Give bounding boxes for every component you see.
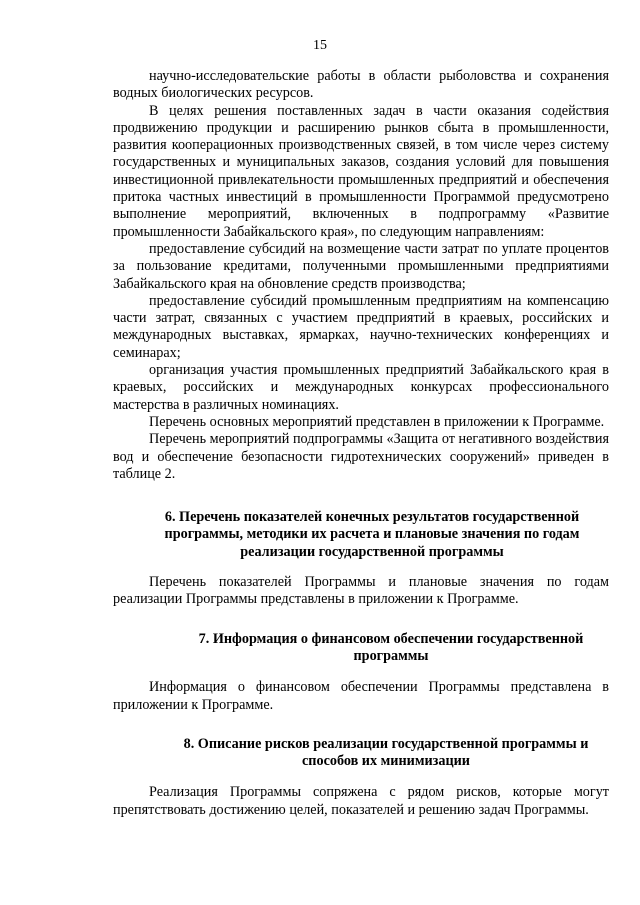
direction-item-2: предоставление субсидий промышленным предприятиям на компенсацию части затрат, связанных с участием предприятий в краевых, российских и международных выставках, ярмарках, научно-технических конференциях и семинарах; bbox=[113, 292, 609, 361]
direction-item-3: организация участия промышленных предприятий Забайкальского края в краевых, российских и международных конкурсах профессионального мастерства в различных номинациях. bbox=[113, 362, 609, 413]
section-7-heading: 7. Информация о финансовом обеспечении государственной программы bbox=[198, 630, 584, 664]
section-8-paragraph: Реализация Программы сопряжена с рядом рисков, которые могут препятствовать достижению целей, показателей и решению задач Программы. bbox=[113, 784, 609, 818]
section-7-paragraph: Информация о финансовом обеспечении Программы представлена в приложении к Программе. bbox=[113, 679, 609, 713]
intro-paragraph-3: Перечень основных мероприятий представлен в приложении к Программе. bbox=[149, 413, 605, 430]
section-6-paragraph: Перечень показателей Программы и плановые значения по годам реализации Программы представлены в приложении к Программе. bbox=[113, 574, 609, 608]
section-6-heading: 6. Перечень показателей конечных результатов государственной программы, методики их расчета и плановые значения по годам реализации государственной программы bbox=[164, 509, 580, 560]
intro-paragraph-4: Перечень мероприятий подпрограммы «Защита от негативного воздействия вод и обеспечение безопасности гидротехнических сооружений» приведен в таблице 2. bbox=[113, 431, 609, 482]
page-body bbox=[113, 68, 609, 819]
intro-paragraph-1: научно-исследовательские работы в области рыболовства и сохранения водных биологических ресурсов. bbox=[113, 68, 609, 102]
page-number: 15 bbox=[313, 38, 327, 53]
section-8-heading: 8. Описание рисков реализации государственной программы и способов их минимизации bbox=[183, 735, 589, 770]
direction-item-1: предоставление субсидий на возмещение части затрат по уплате процентов за пользование кредитами, полученными промышленными предприятиями Забайкальского края на обновление средств производства; bbox=[113, 240, 609, 292]
intro-paragraph-2: В целях решения поставленных задач в части оказания содействия продвижению продукции и расширению рынков сбыта в промышленности, развития кооперационных производственных связей, в том числе через систему государственных и муниципальных заказов, создания условий для повышения инвестиционной привлекательности промышленных предприятий и обеспечения притока частных инвестиций в промышленности Программой предусмотрено выполнение мероприятий, включенных в подпрограмму «Развитие промышленности Забайкальского края», по следующим направлениям: bbox=[113, 102, 609, 240]
